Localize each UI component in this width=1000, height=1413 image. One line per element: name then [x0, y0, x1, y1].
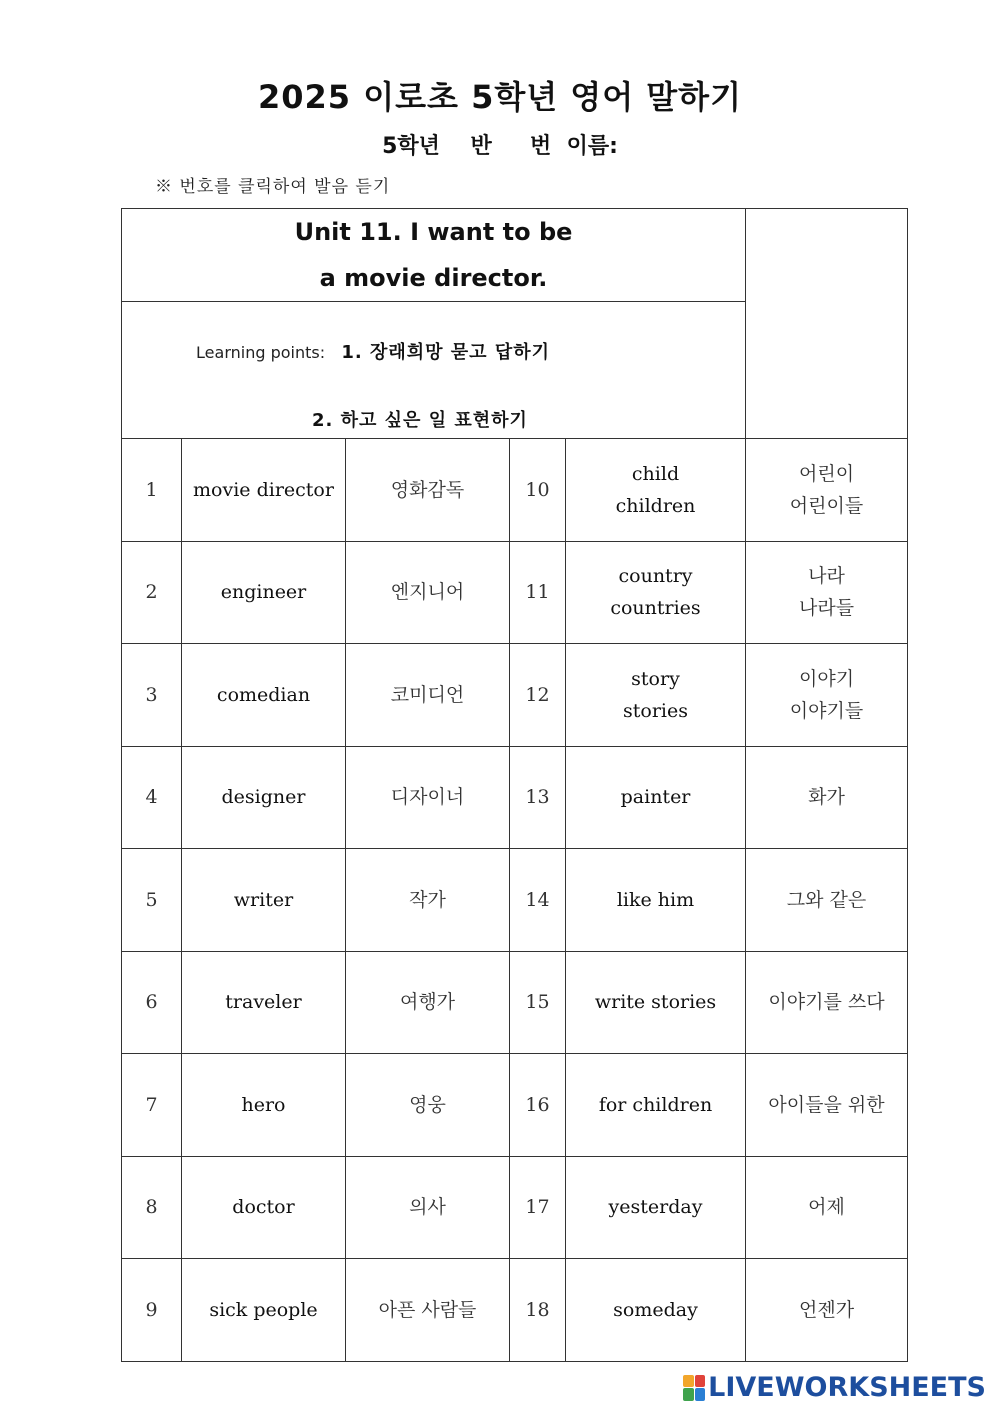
- table-row: [122, 951, 908, 1054]
- korean-meaning: [746, 1259, 908, 1362]
- english-word: [182, 1259, 346, 1362]
- korean-meaning-line: 디자이너: [390, 786, 465, 809]
- english-word: [566, 746, 746, 849]
- unit-title-cell: [122, 209, 746, 302]
- table-row: [122, 746, 908, 849]
- english-word-line: children: [615, 494, 696, 517]
- audio-number-button[interactable]: 10: [510, 439, 566, 542]
- english-word: [566, 951, 746, 1054]
- audio-number-button[interactable]: 18: [510, 1259, 566, 1362]
- korean-meaning: [746, 951, 908, 1054]
- korean-meaning-line: 아이들을 위한: [768, 1093, 885, 1116]
- english-word: [566, 1259, 746, 1362]
- english-word: [182, 951, 346, 1054]
- audio-number-button[interactable]: 14: [510, 849, 566, 952]
- english-word-line: movie director: [193, 478, 334, 501]
- learning-point-2: 2. 하고 싶은 일 표현하기: [312, 410, 528, 431]
- audio-number-button[interactable]: 13: [510, 746, 566, 849]
- liveworksheets-logo-icon: [683, 1375, 705, 1401]
- english-word: [182, 746, 346, 849]
- audio-number-button[interactable]: 11: [510, 541, 566, 644]
- english-word: [566, 439, 746, 542]
- korean-meaning-line: 이야기들: [789, 699, 864, 722]
- korean-meaning-line: 의사: [409, 1196, 446, 1219]
- korean-meaning-line: 화가: [808, 786, 845, 809]
- korean-meaning-line: 영화감독: [390, 478, 465, 501]
- english-word-line: writer: [233, 888, 294, 911]
- english-word: [566, 1156, 746, 1259]
- english-word-line: story: [631, 667, 680, 690]
- korean-meaning-line: 어린이: [798, 462, 855, 485]
- audio-number-button[interactable]: 12: [510, 644, 566, 747]
- audio-number-button[interactable]: 6: [122, 951, 182, 1054]
- liveworksheets-logo: [683, 1372, 986, 1403]
- audio-number-button[interactable]: 17: [510, 1156, 566, 1259]
- korean-meaning-line: 엔지니어: [390, 581, 465, 604]
- english-word-line: stories: [623, 699, 688, 722]
- english-word-line: comedian: [216, 683, 311, 706]
- english-word-line: someday: [613, 1298, 698, 1321]
- korean-meaning: [746, 439, 908, 542]
- audio-number-button[interactable]: 8: [122, 1156, 182, 1259]
- audio-number-button[interactable]: 1: [122, 439, 182, 542]
- table-row: [122, 644, 908, 747]
- korean-meaning-line: 영웅: [409, 1093, 446, 1116]
- english-word-line: countries: [610, 597, 701, 620]
- vocabulary-table: [121, 208, 908, 1362]
- english-word-line: engineer: [220, 581, 307, 604]
- korean-meaning: [746, 541, 908, 644]
- table-row: [122, 1259, 908, 1362]
- table-row: [122, 1054, 908, 1157]
- table-row: [122, 1156, 908, 1259]
- english-word-line: traveler: [225, 991, 302, 1014]
- korean-meaning: [346, 746, 510, 849]
- english-word-line: country: [618, 565, 693, 588]
- english-word: [182, 1054, 346, 1157]
- logo-text: LIVEWORKSHEETS: [708, 1372, 986, 1403]
- korean-meaning-line: 어린이들: [789, 494, 864, 517]
- korean-meaning-line: 여행가: [399, 991, 456, 1014]
- audio-number-button[interactable]: 16: [510, 1054, 566, 1157]
- korean-meaning: [346, 951, 510, 1054]
- unit-title-line2: a movie director.: [319, 264, 548, 292]
- english-word: [182, 1156, 346, 1259]
- korean-meaning: [346, 849, 510, 952]
- english-word: [182, 644, 346, 747]
- korean-meaning-line: 나라: [808, 565, 845, 588]
- korean-meaning: [346, 1156, 510, 1259]
- audio-number-button[interactable]: 2: [122, 541, 182, 644]
- korean-meaning: [746, 1156, 908, 1259]
- korean-meaning: [346, 541, 510, 644]
- korean-meaning: [346, 439, 510, 542]
- korean-meaning-line: 이야기: [798, 667, 855, 690]
- table-row: [122, 849, 908, 952]
- audio-number-button[interactable]: 15: [510, 951, 566, 1054]
- learning-points-label: Learning points:: [196, 343, 326, 362]
- korean-meaning: [346, 1259, 510, 1362]
- korean-meaning: [746, 746, 908, 849]
- audio-number-button[interactable]: 9: [122, 1259, 182, 1362]
- english-word-line: doctor: [232, 1196, 295, 1219]
- korean-meaning-line: 언젠가: [798, 1298, 855, 1321]
- learning-point-1: 1. 장래희망 묻고 답하기: [341, 342, 550, 363]
- korean-meaning-line: 이야기를 쓰다: [768, 991, 885, 1014]
- korean-meaning-line: 작가: [409, 888, 446, 911]
- english-word-line: like him: [616, 888, 695, 911]
- student-info-line: 5학년 반 번 이름:: [382, 134, 618, 159]
- english-word: [566, 1054, 746, 1157]
- table-row: [122, 439, 908, 542]
- english-word-line: yesterday: [608, 1196, 703, 1219]
- instruction-note: ※ 번호를 클릭하여 발음 듣기: [155, 177, 391, 197]
- english-word-line: for children: [598, 1093, 713, 1116]
- audio-number-button[interactable]: 4: [122, 746, 182, 849]
- english-word-line: hero: [241, 1093, 286, 1116]
- english-word-line: designer: [221, 786, 306, 809]
- korean-meaning-line: 나라들: [798, 597, 855, 620]
- korean-meaning-line: 어제: [808, 1196, 845, 1219]
- english-word-line: sick people: [209, 1298, 318, 1321]
- table-row: [122, 541, 908, 644]
- english-word: [566, 644, 746, 747]
- english-word: [182, 541, 346, 644]
- english-word: [182, 439, 346, 542]
- korean-meaning-line: 그와 같은: [786, 888, 867, 911]
- english-word-line: write stories: [594, 991, 717, 1014]
- worksheet-title: 2025 이로초 5학년 영어 말하기: [257, 78, 742, 116]
- english-word: [566, 541, 746, 644]
- korean-meaning: [746, 849, 908, 952]
- english-word-line: child: [631, 462, 680, 485]
- audio-number-button[interactable]: 3: [122, 644, 182, 747]
- korean-meaning: [746, 644, 908, 747]
- korean-meaning: [346, 1054, 510, 1157]
- korean-meaning: [746, 1054, 908, 1157]
- english-word: [566, 849, 746, 952]
- learning-points-cell: [122, 302, 746, 439]
- unit-title-line1: Unit 11. I want to be: [294, 218, 573, 246]
- korean-meaning-line: 코미디언: [390, 683, 465, 706]
- english-word-line: painter: [620, 786, 691, 809]
- english-word: [182, 849, 346, 952]
- korean-meaning: [346, 644, 510, 747]
- audio-number-button[interactable]: 5: [122, 849, 182, 952]
- empty-corner-cell: [746, 209, 908, 439]
- korean-meaning-line: 아픈 사람들: [378, 1298, 477, 1321]
- audio-number-button[interactable]: 7: [122, 1054, 182, 1157]
